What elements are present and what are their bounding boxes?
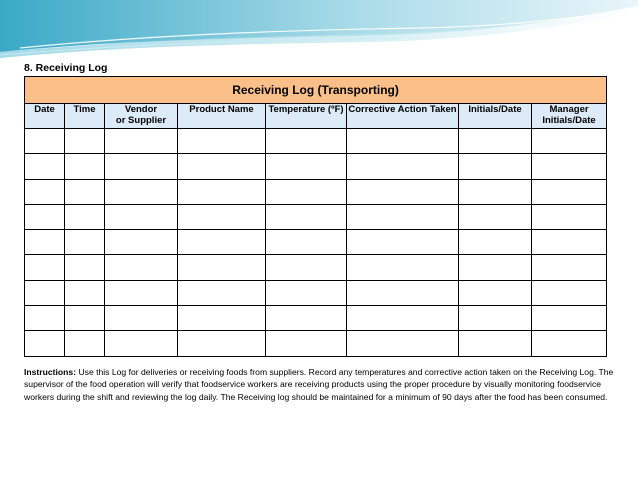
log-cell[interactable] xyxy=(459,331,532,356)
log-cell[interactable] xyxy=(25,331,65,356)
column-header: Date xyxy=(25,104,65,129)
log-cell[interactable] xyxy=(25,129,65,154)
log-cell[interactable] xyxy=(459,230,532,255)
column-header: Vendor or Supplier xyxy=(105,104,178,129)
log-cell[interactable] xyxy=(266,154,347,179)
log-cell[interactable] xyxy=(266,280,347,305)
log-cell[interactable] xyxy=(459,306,532,331)
log-cell[interactable] xyxy=(25,154,65,179)
table-row xyxy=(25,255,607,280)
column-header: Manager Initials/Date xyxy=(532,104,607,129)
log-cell[interactable] xyxy=(266,331,347,356)
log-cell[interactable] xyxy=(25,179,65,204)
log-cell[interactable] xyxy=(459,280,532,305)
log-cell[interactable] xyxy=(178,230,266,255)
log-cell[interactable] xyxy=(266,204,347,229)
slide-header-decoration xyxy=(0,0,638,60)
log-cell[interactable] xyxy=(532,255,607,280)
log-cell[interactable] xyxy=(65,331,105,356)
table-row xyxy=(25,331,607,356)
log-cell[interactable] xyxy=(65,154,105,179)
table-row xyxy=(25,306,607,331)
table-row xyxy=(25,179,607,204)
table-row xyxy=(25,129,607,154)
log-cell[interactable] xyxy=(459,129,532,154)
table-row xyxy=(25,204,607,229)
log-cell[interactable] xyxy=(459,179,532,204)
log-cell[interactable] xyxy=(178,204,266,229)
log-cell[interactable] xyxy=(178,306,266,331)
log-cell[interactable] xyxy=(459,204,532,229)
log-cell[interactable] xyxy=(25,306,65,331)
log-cell[interactable] xyxy=(347,179,459,204)
table-title: Receiving Log (Transporting) xyxy=(25,77,607,104)
log-cell[interactable] xyxy=(347,204,459,229)
table-row xyxy=(25,230,607,255)
log-cell[interactable] xyxy=(532,280,607,305)
log-cell[interactable] xyxy=(105,179,178,204)
log-cell[interactable] xyxy=(266,129,347,154)
log-cell[interactable] xyxy=(347,154,459,179)
log-cell[interactable] xyxy=(178,154,266,179)
log-cell[interactable] xyxy=(532,129,607,154)
log-cell[interactable] xyxy=(178,255,266,280)
log-cell[interactable] xyxy=(105,204,178,229)
log-cell[interactable] xyxy=(65,255,105,280)
log-cell[interactable] xyxy=(532,204,607,229)
table-row xyxy=(25,154,607,179)
log-cell[interactable] xyxy=(532,230,607,255)
instructions-text: Use this Log for deliveries or receiving foods from suppliers. Record any temperatures and corrective action taken on the Receiving Log. The supervisor of the food operation will verify that foodservice workers are receiving products using the proper procedure by visually monitoring foodservice workers during the shift and reviewing the log daily. The Receiving log should be maintained for a minimum of 90 days after the food has been consumed. xyxy=(24,366,614,402)
instructions xyxy=(24,366,614,404)
column-header: Initials/Date xyxy=(459,104,532,129)
log-cell[interactable] xyxy=(532,331,607,356)
section-title: 8. Receiving Log xyxy=(24,62,108,74)
log-cell[interactable] xyxy=(105,331,178,356)
log-cell[interactable] xyxy=(266,255,347,280)
log-cell[interactable] xyxy=(105,255,178,280)
column-header: Corrective Action Taken xyxy=(347,104,459,129)
log-cell[interactable] xyxy=(105,154,178,179)
log-cell[interactable] xyxy=(105,230,178,255)
log-cell[interactable] xyxy=(25,280,65,305)
receiving-log-table xyxy=(24,76,607,357)
log-cell[interactable] xyxy=(65,129,105,154)
log-cell[interactable] xyxy=(25,204,65,229)
log-cell[interactable] xyxy=(266,306,347,331)
log-cell[interactable] xyxy=(105,280,178,305)
log-cell[interactable] xyxy=(347,331,459,356)
column-header: Temperature (ºF) xyxy=(266,104,347,129)
log-cell[interactable] xyxy=(65,230,105,255)
log-cell[interactable] xyxy=(532,154,607,179)
log-cell[interactable] xyxy=(347,280,459,305)
log-cell[interactable] xyxy=(532,179,607,204)
log-cell[interactable] xyxy=(25,230,65,255)
instructions-label: Instructions: xyxy=(24,366,77,377)
log-cell[interactable] xyxy=(105,129,178,154)
log-cell[interactable] xyxy=(105,306,178,331)
column-header: Time xyxy=(65,104,105,129)
log-cell[interactable] xyxy=(178,280,266,305)
log-cell[interactable] xyxy=(178,129,266,154)
log-cell[interactable] xyxy=(532,306,607,331)
receiving-log-document xyxy=(24,62,616,403)
log-cell[interactable] xyxy=(178,331,266,356)
log-cell[interactable] xyxy=(65,280,105,305)
log-cell[interactable] xyxy=(65,306,105,331)
log-cell[interactable] xyxy=(266,230,347,255)
log-cell[interactable] xyxy=(178,179,266,204)
log-cell[interactable] xyxy=(459,255,532,280)
log-cell[interactable] xyxy=(65,204,105,229)
log-cell[interactable] xyxy=(25,255,65,280)
column-header: Product Name xyxy=(178,104,266,129)
log-cell[interactable] xyxy=(266,179,347,204)
log-cell[interactable] xyxy=(347,129,459,154)
table-row xyxy=(25,280,607,305)
log-cell[interactable] xyxy=(65,179,105,204)
log-cell[interactable] xyxy=(347,255,459,280)
log-cell[interactable] xyxy=(347,230,459,255)
log-cell[interactable] xyxy=(459,154,532,179)
log-cell[interactable] xyxy=(347,306,459,331)
